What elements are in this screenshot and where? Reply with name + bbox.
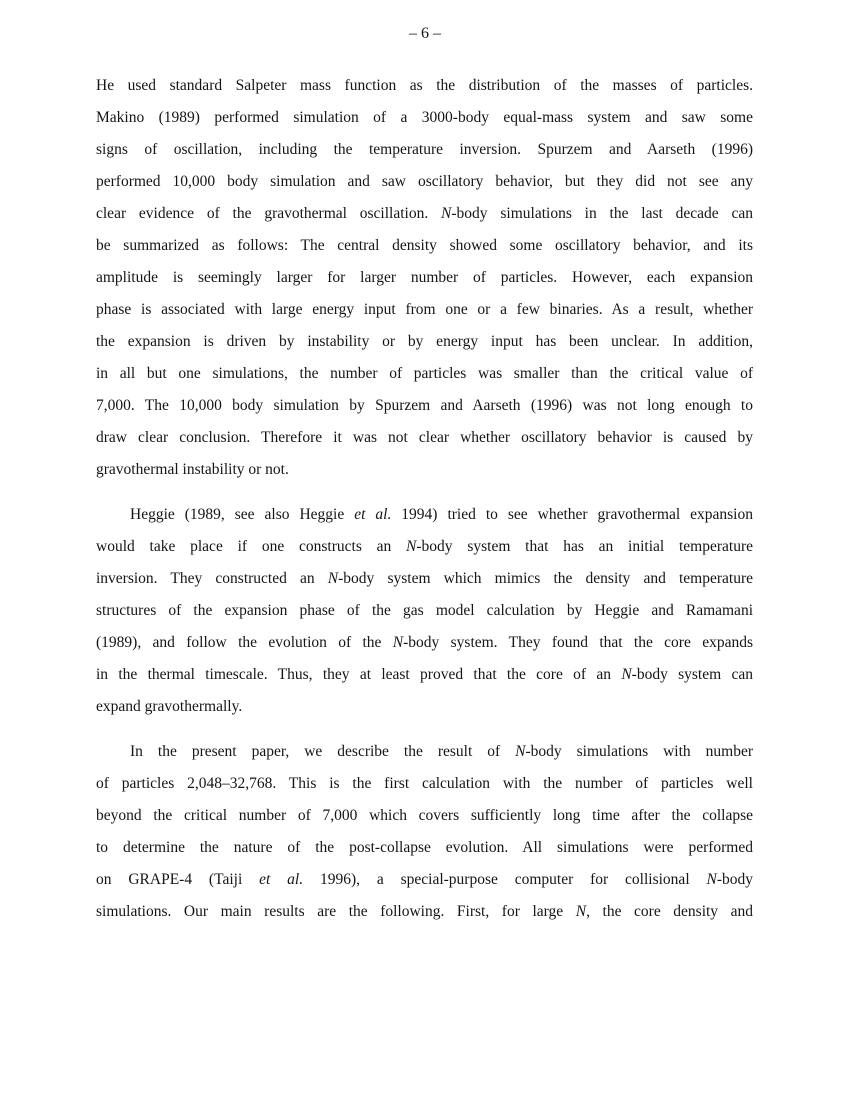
text-line: expand gravothermally.: [96, 698, 243, 715]
text-line: gravothermal instability or not.: [96, 461, 289, 478]
paragraph: [96, 70, 753, 486]
text-line: structures of the expansion phase of the gas model calculation by Heggie and Ramamani: [96, 602, 753, 619]
text-line: 7,000. The 10,000 body simulation by Spurzem and Aarseth (1996) was not long enough to: [96, 397, 753, 414]
text-line: He used standard Salpeter mass function as the distribution of the masses of particles.: [96, 77, 753, 94]
text-line: signs of oscillation, including the temperature inversion. Spurzem and Aarseth (1996): [96, 141, 753, 158]
text-line: the expansion is driven by instability or by energy input has been unclear. In addition,: [96, 333, 753, 350]
text-line: on GRAPE-4 (Taiji et al. 1996), a special-purpose computer for collisional N-body: [96, 871, 753, 888]
page-number: – 6 –: [409, 25, 441, 42]
text-line: simulations. Our main results are the following. First, for large N, the core density and: [96, 903, 753, 920]
text-line: (1989), and follow the evolution of the N-body system. They found that the core expands: [96, 634, 753, 651]
text-line: inversion. They constructed an N-body system which mimics the density and temperature: [96, 570, 753, 587]
paragraph: [96, 736, 753, 928]
page-body: [96, 70, 753, 928]
text-line: In the present paper, we describe the result of N-body simulations with number: [130, 743, 753, 760]
text-line: draw clear conclusion. Therefore it was not clear whether oscillatory behavior is caused by: [96, 429, 753, 446]
text-line: Makino (1989) performed simulation of a 3000-body equal-mass system and saw some: [96, 109, 753, 126]
text-line: to determine the nature of the post-collapse evolution. All simulations were performed: [96, 839, 753, 856]
text-line: in the thermal timescale. Thus, they at least proved that the core of an N-body system can: [96, 666, 753, 683]
text-line: of particles 2,048–32,768. This is the first calculation with the number of particles well: [96, 775, 753, 792]
paragraph: [96, 499, 753, 723]
text-line: would take place if one constructs an N-body system that has an initial temperature: [96, 538, 753, 555]
text-line: be summarized as follows: The central density showed some oscillatory behavior, and its: [96, 237, 753, 254]
text-line: clear evidence of the gravothermal oscillation. N-body simulations in the last decade can: [96, 205, 753, 222]
text-line: beyond the critical number of 7,000 which covers sufficiently long time after the collapse: [96, 807, 753, 824]
text-line: phase is associated with large energy input from one or a few binaries. As a result, whether: [96, 301, 753, 318]
text-line: Heggie (1989, see also Heggie et al. 1994) tried to see whether gravothermal expansion: [130, 506, 753, 523]
text-line: amplitude is seemingly larger for larger number of particles. However, each expansion: [96, 269, 753, 286]
text-line: performed 10,000 body simulation and saw oscillatory behavior, but they did not see any: [96, 173, 753, 190]
text-line: in all but one simulations, the number of particles was smaller than the critical value of: [96, 365, 753, 382]
